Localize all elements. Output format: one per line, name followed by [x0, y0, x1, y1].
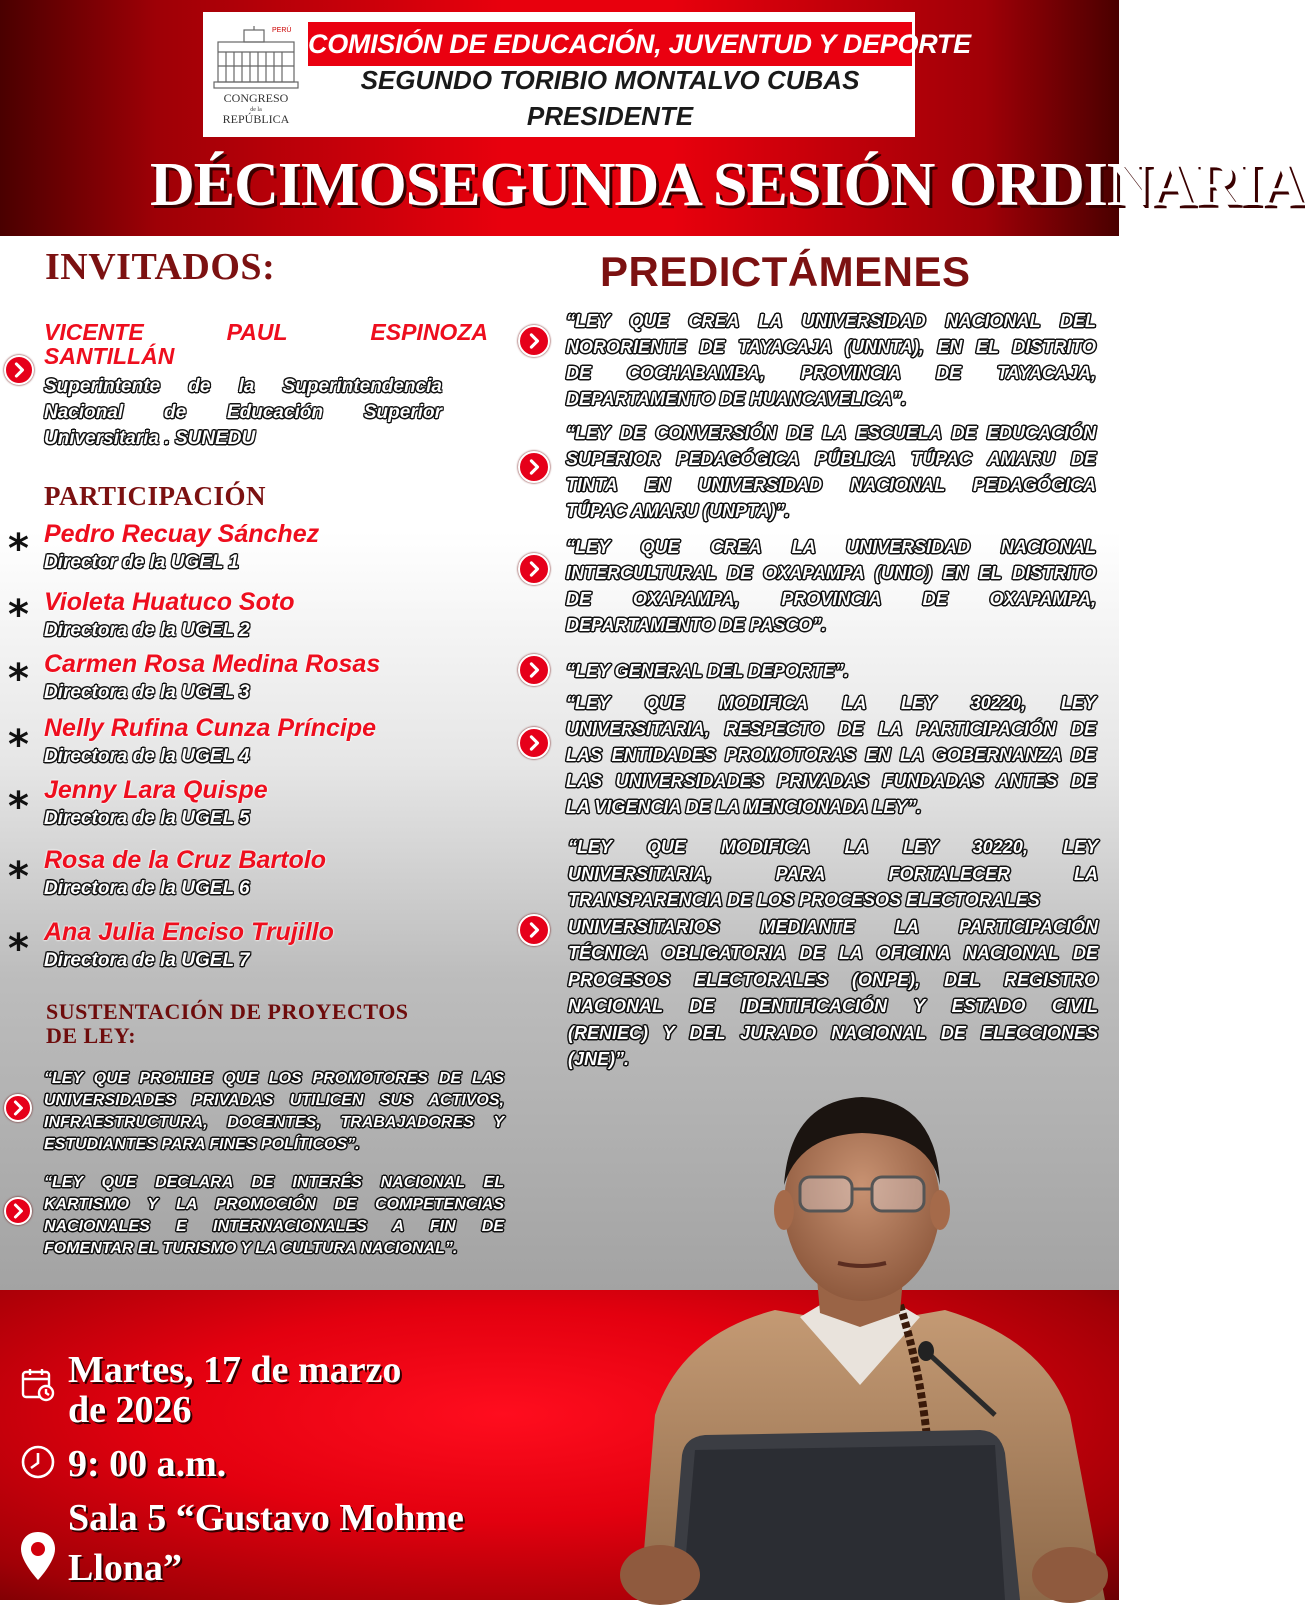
predictamen-line: LAS UNIVERSIDADES PRIVADAS FUNDADAS ANTES DE — [566, 771, 1096, 791]
chevron-right-icon — [518, 451, 550, 483]
sustentation-line: INFRAESTRUCTURA, DOCENTES, TRABAJADORES Y — [44, 1114, 504, 1131]
participant-name: Pedro Recuay Sánchez — [44, 520, 320, 548]
predictamen-item — [566, 690, 1096, 820]
speaker-photo — [600, 1055, 1119, 1600]
predictamen-item — [566, 534, 1096, 638]
president-name: SEGUNDO TORIBIO MONTALVO CUBAS — [360, 65, 860, 95]
asterisk-icon: * — [8, 526, 29, 572]
predictamen-line: PROCESOS ELECTORALES (ONPE), DEL REGISTRO — [568, 969, 1098, 990]
logo-line1: CONGRESO — [223, 91, 289, 105]
predictamen-line: DEPARTAMENTO DE HUANCAVELICA”. — [566, 389, 907, 409]
event-date-line1: Martes, 17 de marzo — [68, 1349, 402, 1391]
participant-role: Directora de la UGEL 5 — [44, 808, 250, 829]
sustentation-title — [46, 1000, 409, 1048]
participant-role: Directora de la UGEL 4 — [44, 746, 250, 767]
sustentation-title-line: SUSTENTACIÓN DE PROYECTOS — [46, 999, 409, 1024]
main-guest-role-line: Universitaria . SUNEDU — [44, 428, 256, 449]
clock-icon — [20, 1444, 56, 1480]
participant-name: Rosa de la Cruz Bartolo — [44, 846, 326, 874]
asterisk-icon: * — [8, 854, 29, 900]
predictamen-line: DE COCHABAMBA, PROVINCIA DE TAYACAJA, — [566, 363, 1096, 383]
main-guest-role — [44, 374, 442, 452]
asterisk-icon: * — [8, 926, 29, 972]
predictamen-item — [566, 308, 1096, 412]
chevron-right-icon — [4, 1094, 32, 1122]
sustentation-title-line: DE LEY: — [46, 1023, 137, 1048]
guests-title: INVITADOS: — [45, 246, 276, 288]
participant-role: Directora de la UGEL 7 — [44, 950, 250, 971]
main-guest-surname: SANTILLÁN — [44, 343, 175, 369]
chevron-right-icon — [518, 654, 550, 686]
predictamen-line: UNIVERSITARIA, PARA FORTALECER LA — [568, 863, 1098, 884]
predictamen-line: UNIVERSITARIOS MEDIANTE LA PARTICIPACIÓN — [568, 916, 1098, 937]
chevron-right-icon — [518, 553, 550, 585]
predictamen-line: “LEY QUE CREA LA UNIVERSIDAD NACIONAL — [566, 537, 1096, 557]
participant-role: Directora de la UGEL 6 — [44, 878, 250, 899]
predictamen-line: NORORIENTE DE TAYACAJA (UNNTA), EN EL DISTRITO — [566, 337, 1096, 357]
president-role: PRESIDENTE — [526, 101, 694, 131]
predictamen-line: (RENIEC) Y DEL JURADO NACIONAL DE ELECCIONES — [568, 1022, 1098, 1043]
asterisk-icon: * — [8, 592, 29, 638]
asterisk-icon: * — [8, 722, 29, 768]
predictamen-line: LA VIGENCIA DE LA MENCIONADA LEY”. — [566, 797, 922, 817]
participant-name: Jenny Lara Quispe — [44, 776, 268, 804]
congress-logo — [210, 22, 302, 132]
main-guest-role-line: Nacional de Educación Superior — [44, 402, 442, 423]
participant-name: Ana Julia Enciso Trujillo — [44, 918, 334, 946]
chevron-right-icon — [518, 325, 550, 357]
event-venue-line2: Llona” — [68, 1547, 183, 1589]
logo-line2: de la — [250, 107, 262, 113]
participant-role: Director de la UGEL 1 — [44, 552, 239, 573]
predictamen-line: UNIVERSITARIA, RESPECTO DE LA PARTICIPACIÓN DE — [566, 719, 1096, 739]
sustentation-item — [44, 1172, 504, 1260]
predictamen-line: NACIONAL DE IDENTIFICACIÓN Y ESTADO CIVIL — [568, 996, 1098, 1016]
predictamen-line: “LEY QUE MODIFICA LA LEY 30220, LEY — [568, 837, 1098, 857]
event-date-line2: de 2026 — [68, 1389, 192, 1431]
event-time: 9: 00 a.m. — [68, 1443, 227, 1485]
participant-name: Violeta Huatuco Soto — [44, 588, 295, 616]
predictamen-line: “LEY DE CONVERSIÓN DE LA ESCUELA DE EDUCACIÓN — [566, 423, 1096, 443]
predictamen-item — [568, 834, 1098, 1073]
predictamen-line: “LEY QUE CREA LA UNIVERSIDAD NACIONAL DEL — [566, 311, 1096, 331]
sustentation-line: “LEY QUE DECLARA DE INTERÉS NACIONAL EL — [44, 1174, 504, 1191]
chevron-right-icon — [4, 355, 34, 385]
sustentation-line: “LEY QUE PROHIBE QUE LOS PROMOTORES DE LAS — [44, 1070, 504, 1087]
main-guest-name-word: PAUL — [226, 319, 288, 345]
sustentation-item — [44, 1068, 504, 1156]
chevron-right-icon — [518, 727, 550, 759]
predictamen-line: TRANSPARENCIA DE LOS PROCESOS ELECTORALES — [568, 890, 1040, 910]
predictamen-line: TÚPAC AMARU (UNPTA)”. — [566, 501, 790, 521]
chevron-right-icon — [4, 1197, 32, 1225]
logo-top-text: PERÚ — [272, 27, 292, 34]
predictamen-line: “LEY QUE MODIFICA LA LEY 30220, LEY — [566, 693, 1096, 713]
predictamen-line: LAS ENTIDADES PROMOTORAS EN LA GOBERNANZA DE — [566, 745, 1096, 765]
predictamen-line: “LEY GENERAL DEL DEPORTE”. — [566, 661, 849, 681]
predictamenes-title: PREDICTÁMENES — [600, 248, 971, 295]
chevron-right-icon — [518, 914, 550, 946]
sustentation-line: NACIONALES E INTERNACIONALES A FIN DE — [44, 1218, 504, 1235]
predictamen-line: (JNE)”. — [568, 1049, 630, 1069]
sustentation-line: FOMENTAR EL TURISMO Y LA CULTURA NACIONAL”. — [44, 1240, 458, 1257]
asterisk-icon: * — [8, 784, 29, 830]
predictamen-line: SUPERIOR PEDAGÓGICA PÚBLICA TÚPAC AMARU DE — [566, 449, 1096, 469]
participant-name: Nelly Rufina Cunza Príncipe — [44, 714, 377, 742]
participant-name: Carmen Rosa Medina Rosas — [44, 650, 381, 678]
main-guest-name-word: ESPINOZA — [370, 319, 488, 345]
logo-line3: REPÚBLICA — [222, 112, 290, 126]
participant-role: Directora de la UGEL 3 — [44, 682, 250, 703]
participant-role: Directora de la UGEL 2 — [44, 620, 250, 641]
main-guest-name-word: VICENTE — [44, 319, 144, 345]
main-guest-role-line: Superintente de la Superintendencia — [44, 376, 442, 397]
sustentation-line: UNIVERSIDADES PRIVADAS UTILICEN SUS ACTIVOS, — [44, 1092, 504, 1109]
predictamen-item — [566, 658, 1096, 684]
predictamen-line: DE OXAPAMPA, PROVINCIA DE OXAPAMPA, — [566, 589, 1096, 609]
sustentation-line: KARTISMO Y LA PROMOCIÓN DE COMPETENCIAS — [44, 1196, 504, 1213]
sustentation-line: ESTUDIANTES PARA FINES POLÍTICOS”. — [44, 1136, 360, 1153]
participation-title: PARTICIPACIÓN — [44, 481, 267, 511]
session-title: DÉCIMOSEGUNDA SESIÓN ORDINARIA — [150, 151, 1305, 219]
predictamen-line: TÉCNICA OBLIGATORIA DE LA OFICINA NACIONAL DE — [568, 943, 1098, 963]
predictamen-line: DEPARTAMENTO DE PASCO”. — [566, 615, 827, 635]
calendar-icon — [20, 1366, 56, 1402]
predictamen-item — [566, 420, 1096, 524]
event-venue-line1: Sala 5 “Gustavo Mohme — [68, 1497, 464, 1539]
location-pin-icon — [18, 1530, 58, 1582]
predictamen-line: TINTA EN UNIVERSIDAD NACIONAL PEDAGÓGICA — [566, 475, 1096, 495]
asterisk-icon: * — [8, 656, 29, 702]
commission-title: COMISIÓN DE EDUCACIÓN, JUVENTUD Y DEPORTE — [308, 22, 912, 66]
predictamen-line: INTERCULTURAL DE OXAPAMPA (UNIO) EN EL DISTRITO — [566, 563, 1096, 583]
